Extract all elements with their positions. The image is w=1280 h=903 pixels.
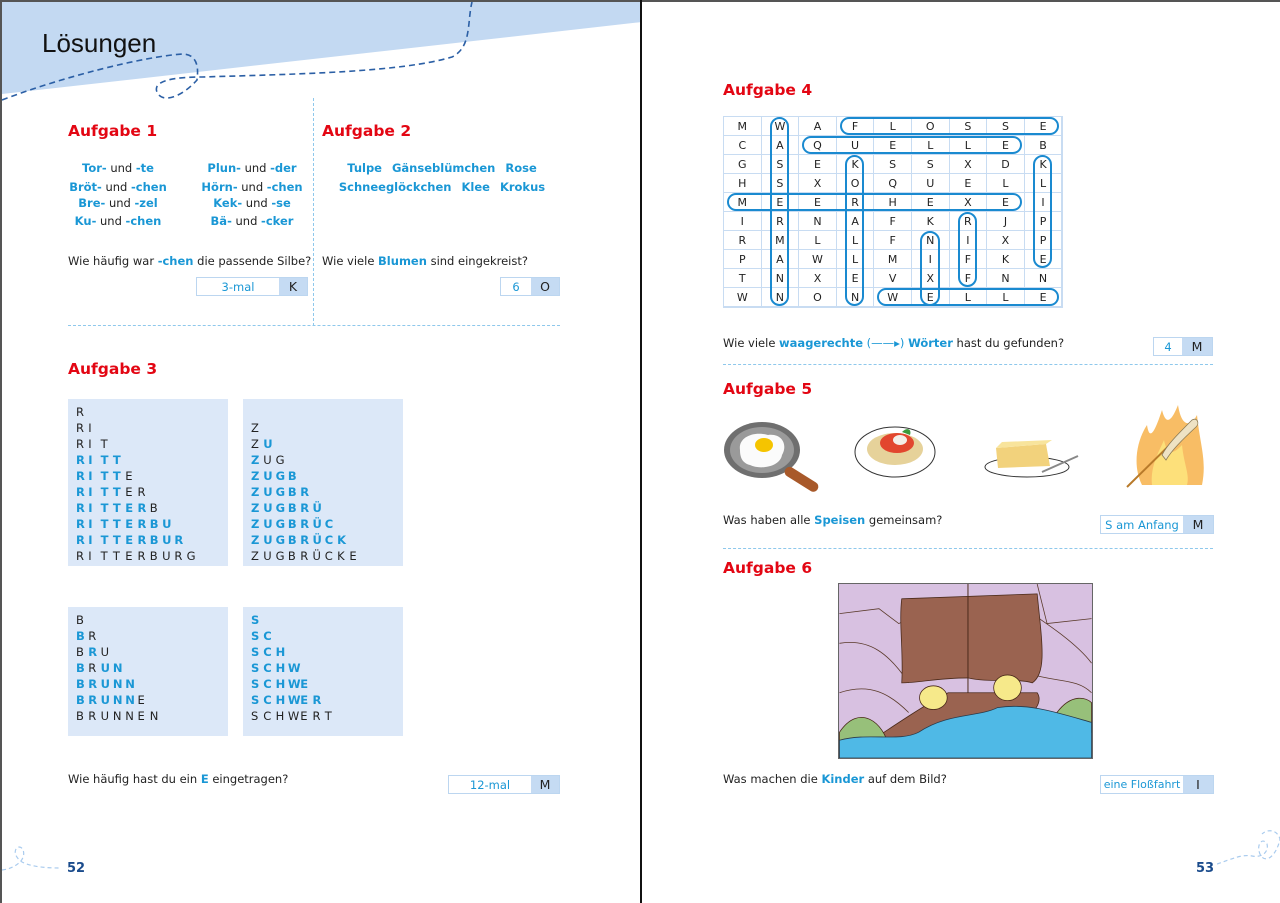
grid-cell: S bbox=[950, 117, 988, 136]
grid-cell: I bbox=[912, 250, 950, 269]
ladder-row: B R U N N bbox=[76, 677, 135, 691]
question-highlight: E bbox=[200, 772, 209, 786]
ladder-row: S C H WE bbox=[251, 677, 309, 691]
grid-cell: E bbox=[912, 193, 950, 212]
grid-cell: W bbox=[724, 288, 762, 307]
grid-cell: X bbox=[799, 174, 837, 193]
ladder-row: R I T T E R B U R G bbox=[76, 549, 196, 563]
page-right bbox=[642, 0, 1280, 903]
word-ladder-zugbruecke bbox=[243, 399, 403, 566]
grid-cell: E bbox=[987, 136, 1025, 155]
grid-cell: F bbox=[874, 212, 912, 231]
question-text: die passende Silbe? bbox=[197, 254, 312, 268]
syllable-pair: Kek- und -se bbox=[213, 196, 291, 210]
aufgabe4-question bbox=[723, 336, 1064, 350]
flower-list bbox=[332, 159, 552, 197]
grid-cell: P bbox=[724, 250, 762, 269]
syllable-pair: Ku- und -chen bbox=[74, 214, 162, 228]
ladder-row: Z bbox=[251, 421, 259, 435]
grid-cell: S bbox=[762, 155, 800, 174]
aufgabe6-answer-box bbox=[1100, 775, 1214, 794]
question-text: Was haben alle bbox=[723, 513, 811, 527]
grid-cell: I bbox=[1025, 193, 1063, 212]
arrow-right-icon: (——▸) bbox=[866, 336, 905, 350]
grid-cell: I bbox=[724, 212, 762, 231]
grid-cell: W bbox=[874, 288, 912, 307]
grid-cell: S bbox=[874, 155, 912, 174]
grid-cell: A bbox=[762, 136, 800, 155]
grid-cell: O bbox=[912, 117, 950, 136]
aufgabe5-title: Aufgabe 5 bbox=[723, 380, 813, 398]
grid-cell: H bbox=[874, 193, 912, 212]
section-divider bbox=[68, 325, 560, 326]
grid-cell: B bbox=[1025, 136, 1063, 155]
grid-cell: X bbox=[950, 155, 988, 174]
flower-word: Gänseblümchen bbox=[391, 161, 496, 175]
ladder-row: Z U G B R Ü C K E bbox=[251, 549, 357, 563]
ladder-row: Z U G B R bbox=[251, 485, 310, 499]
grid-cell: L bbox=[837, 231, 875, 250]
grid-cell: E bbox=[874, 136, 912, 155]
grid-cell: K bbox=[837, 155, 875, 174]
aufgabe4-answer-box bbox=[1153, 337, 1213, 356]
aufgabe1-question bbox=[68, 254, 311, 268]
answer-value: 4 bbox=[1154, 338, 1182, 355]
ladder-row: B R bbox=[76, 629, 97, 643]
ladder-row: S C H W bbox=[251, 661, 301, 675]
question-text: sind eingekreist? bbox=[430, 254, 528, 268]
grid-cell: N bbox=[987, 269, 1025, 288]
grid-cell: E bbox=[1025, 288, 1063, 307]
column-divider bbox=[313, 98, 314, 326]
word-ladder-schwert bbox=[243, 607, 403, 736]
answer-value: S am Anfang bbox=[1101, 516, 1183, 533]
grid-cell: E bbox=[987, 193, 1025, 212]
ladder-row: R I bbox=[76, 421, 92, 435]
ladder-row: S C H bbox=[251, 645, 286, 659]
grid-cell: A bbox=[837, 212, 875, 231]
grid-cell: N bbox=[1025, 269, 1063, 288]
ladder-row: S C H WE R T bbox=[251, 709, 332, 723]
syllable-pair: Bröt- und -chen bbox=[69, 180, 167, 194]
syllable-pair: Hörn- und -chen bbox=[201, 180, 303, 194]
grid-cell: L bbox=[950, 136, 988, 155]
answer-code: M bbox=[1182, 338, 1212, 355]
stick-bread-over-fire-image bbox=[1112, 405, 1212, 490]
grid-cell: N bbox=[837, 288, 875, 307]
cake-slice-with-fork-image bbox=[982, 432, 1082, 482]
page-number: 52 bbox=[67, 861, 86, 876]
ladder-row: Z U G B bbox=[251, 469, 297, 483]
grid-cell: Q bbox=[799, 136, 837, 155]
grid-cell: F bbox=[874, 231, 912, 250]
aufgabe3-answer-box bbox=[448, 775, 560, 794]
ladder-row: B R U N N E bbox=[76, 693, 145, 707]
grid-cell: E bbox=[799, 155, 837, 174]
grid-cell: X bbox=[950, 193, 988, 212]
question-highlight: Speisen bbox=[814, 513, 866, 527]
grid-cell: M bbox=[874, 250, 912, 269]
grid-cell: E bbox=[799, 193, 837, 212]
grid-cell: K bbox=[987, 250, 1025, 269]
flower-word: Schneeglöckchen bbox=[338, 180, 452, 194]
grid-cell: C bbox=[724, 136, 762, 155]
grid-cell: G bbox=[724, 155, 762, 174]
grid-cell: D bbox=[987, 155, 1025, 174]
syllable-pair: Bre- und -zel bbox=[78, 196, 158, 210]
flower-word: Klee bbox=[461, 180, 490, 194]
question-text: Wie häufig war bbox=[68, 254, 155, 268]
grid-cell: L bbox=[987, 288, 1025, 307]
grid-cell: L bbox=[837, 250, 875, 269]
grid-cell: M bbox=[724, 117, 762, 136]
grid-cell: M bbox=[724, 193, 762, 212]
grid-cell: E bbox=[762, 193, 800, 212]
section-divider bbox=[723, 364, 1213, 365]
question-highlight: waagerechte bbox=[779, 336, 863, 350]
grid-cell: O bbox=[837, 174, 875, 193]
question-text: Wie viele bbox=[322, 254, 375, 268]
aufgabe2-question bbox=[322, 254, 528, 268]
flower-word: Rose bbox=[505, 161, 537, 175]
answer-code: K bbox=[279, 278, 307, 295]
ladder-row: S C bbox=[251, 629, 272, 643]
page-number: 53 bbox=[1196, 861, 1215, 876]
grid-cell: X bbox=[799, 269, 837, 288]
grid-cell: W bbox=[799, 250, 837, 269]
ladder-row: Z U bbox=[251, 437, 273, 451]
answer-code: O bbox=[531, 278, 559, 295]
grid-cell: O bbox=[799, 288, 837, 307]
grid-cell: T bbox=[724, 269, 762, 288]
ladder-row: R I T bbox=[76, 437, 108, 451]
ladder-row: Z U G bbox=[251, 453, 285, 467]
syllable-pair: Tor- und -te bbox=[82, 161, 154, 175]
aufgabe5-question bbox=[723, 513, 942, 527]
flower-word: Krokus bbox=[499, 180, 546, 194]
aufgabe6-question bbox=[723, 772, 947, 786]
grid-cell: F bbox=[837, 117, 875, 136]
ladder-row: R I T T E R B bbox=[76, 501, 158, 515]
grid-cell: L bbox=[912, 136, 950, 155]
grid-cell: E bbox=[950, 174, 988, 193]
answer-value: 3-mal bbox=[197, 278, 279, 295]
question-highlight: Wörter bbox=[908, 336, 953, 350]
ladder-row: B R U N N E N bbox=[76, 709, 159, 723]
aufgabe4-title: Aufgabe 4 bbox=[723, 81, 813, 99]
grid-cell: S bbox=[987, 117, 1025, 136]
decorative-swirl bbox=[2, 842, 72, 872]
grid-cell: L bbox=[874, 117, 912, 136]
ladder-row: B bbox=[76, 613, 84, 627]
grid-cell: S bbox=[912, 155, 950, 174]
answer-value: 12-mal bbox=[449, 776, 531, 793]
page-title: Lösungen bbox=[42, 28, 157, 58]
grid-cell: L bbox=[987, 174, 1025, 193]
ladder-row: S C H WE R bbox=[251, 693, 322, 707]
grid-cell: S bbox=[762, 174, 800, 193]
grid-cell: X bbox=[987, 231, 1025, 250]
syllable-pair: Plun- und -der bbox=[207, 161, 297, 175]
grid-cell: R bbox=[724, 231, 762, 250]
question-text: Wie viele bbox=[723, 336, 776, 350]
grid-cell: R bbox=[762, 212, 800, 231]
grid-cell: N bbox=[762, 288, 800, 307]
ladder-row: S bbox=[251, 613, 260, 627]
question-text: Was machen die bbox=[723, 772, 818, 786]
grid-cell: L bbox=[950, 288, 988, 307]
grid-cell: E bbox=[837, 269, 875, 288]
question-text: Wie häufig hast du ein bbox=[68, 772, 198, 786]
answer-code: M bbox=[1183, 516, 1213, 533]
ladder-row: B R U bbox=[76, 645, 110, 659]
word-ladder-brunnen bbox=[68, 607, 228, 736]
grid-cell: X bbox=[912, 269, 950, 288]
grid-cell: U bbox=[912, 174, 950, 193]
grid-cell: H bbox=[724, 174, 762, 193]
aufgabe1-title: Aufgabe 1 bbox=[68, 122, 158, 140]
aufgabe2-answer-box bbox=[500, 277, 560, 296]
ladder-row bbox=[251, 404, 395, 420]
word-search bbox=[723, 116, 1062, 306]
grid-cell: N bbox=[799, 212, 837, 231]
grid-cell: F bbox=[950, 250, 988, 269]
grid-cell: F bbox=[950, 269, 988, 288]
flower-word: Tulpe bbox=[347, 161, 382, 175]
answer-code: I bbox=[1183, 776, 1213, 793]
aufgabe1-answer-box bbox=[196, 277, 308, 296]
grid-cell: P bbox=[1025, 231, 1063, 250]
ladder-row: R I T T E R B U bbox=[76, 517, 172, 531]
grid-cell: L bbox=[1025, 174, 1063, 193]
grid-cell: J bbox=[987, 212, 1025, 231]
word-search-grid bbox=[723, 116, 1063, 308]
ladder-row: R I T T E bbox=[76, 469, 133, 483]
grid-cell: W bbox=[762, 117, 800, 136]
grid-cell: R bbox=[837, 193, 875, 212]
grid-cell: N bbox=[762, 269, 800, 288]
aufgabe6-title: Aufgabe 6 bbox=[723, 559, 813, 577]
grid-cell: I bbox=[950, 231, 988, 250]
aufgabe5-answer-box bbox=[1100, 515, 1214, 534]
question-highlight: Blumen bbox=[378, 254, 427, 268]
ladder-row: R I T T E R B U R bbox=[76, 533, 184, 547]
ladder-row: B R U N bbox=[76, 661, 123, 675]
question-highlight: -chen bbox=[157, 254, 194, 268]
grid-cell: Q bbox=[874, 174, 912, 193]
answer-value: eine Floßfahrt bbox=[1101, 776, 1183, 793]
grid-cell: V bbox=[874, 269, 912, 288]
ladder-row: Z U G B R Ü C K bbox=[251, 533, 346, 547]
grid-cell: N bbox=[912, 231, 950, 250]
grid-cell: P bbox=[1025, 212, 1063, 231]
aufgabe2-title: Aufgabe 2 bbox=[322, 122, 412, 140]
grid-cell: U bbox=[837, 136, 875, 155]
answer-code: M bbox=[531, 776, 559, 793]
question-text: eingetragen? bbox=[212, 772, 289, 786]
grid-cell: E bbox=[912, 288, 950, 307]
ladder-row: Z U G B R Ü C bbox=[251, 517, 334, 531]
question-text: hast du gefunden? bbox=[956, 336, 1065, 350]
grid-cell: E bbox=[1025, 117, 1063, 136]
ladder-row: R I T T E R bbox=[76, 485, 146, 499]
grid-cell: R bbox=[950, 212, 988, 231]
grid-cell: K bbox=[912, 212, 950, 231]
grid-cell: A bbox=[762, 250, 800, 269]
ladder-row: R I T T bbox=[76, 453, 121, 467]
syllable-pair: Bä- und -cker bbox=[210, 214, 294, 228]
answer-value: 6 bbox=[501, 278, 531, 295]
spaghetti-plate-image bbox=[852, 417, 942, 482]
question-highlight: Kinder bbox=[821, 772, 865, 786]
question-text: auf dem Bild? bbox=[867, 772, 947, 786]
decorative-swirl bbox=[1217, 824, 1280, 869]
aufgabe3-title: Aufgabe 3 bbox=[68, 360, 158, 378]
grid-cell: L bbox=[799, 231, 837, 250]
grid-cell: M bbox=[762, 231, 800, 250]
ladder-row: Z U G B R Ü bbox=[251, 501, 322, 515]
aufgabe3-question bbox=[68, 772, 288, 786]
fried-egg-in-pan-image bbox=[722, 415, 832, 495]
grid-cell: K bbox=[1025, 155, 1063, 174]
word-ladder-ritterburg bbox=[68, 399, 228, 566]
grid-cell: A bbox=[799, 117, 837, 136]
ladder-row: R bbox=[76, 405, 84, 419]
grid-cell: E bbox=[1025, 250, 1063, 269]
question-text: gemeinsam? bbox=[868, 513, 943, 527]
section-divider bbox=[723, 548, 1213, 549]
children-on-raft-image bbox=[838, 583, 1093, 759]
